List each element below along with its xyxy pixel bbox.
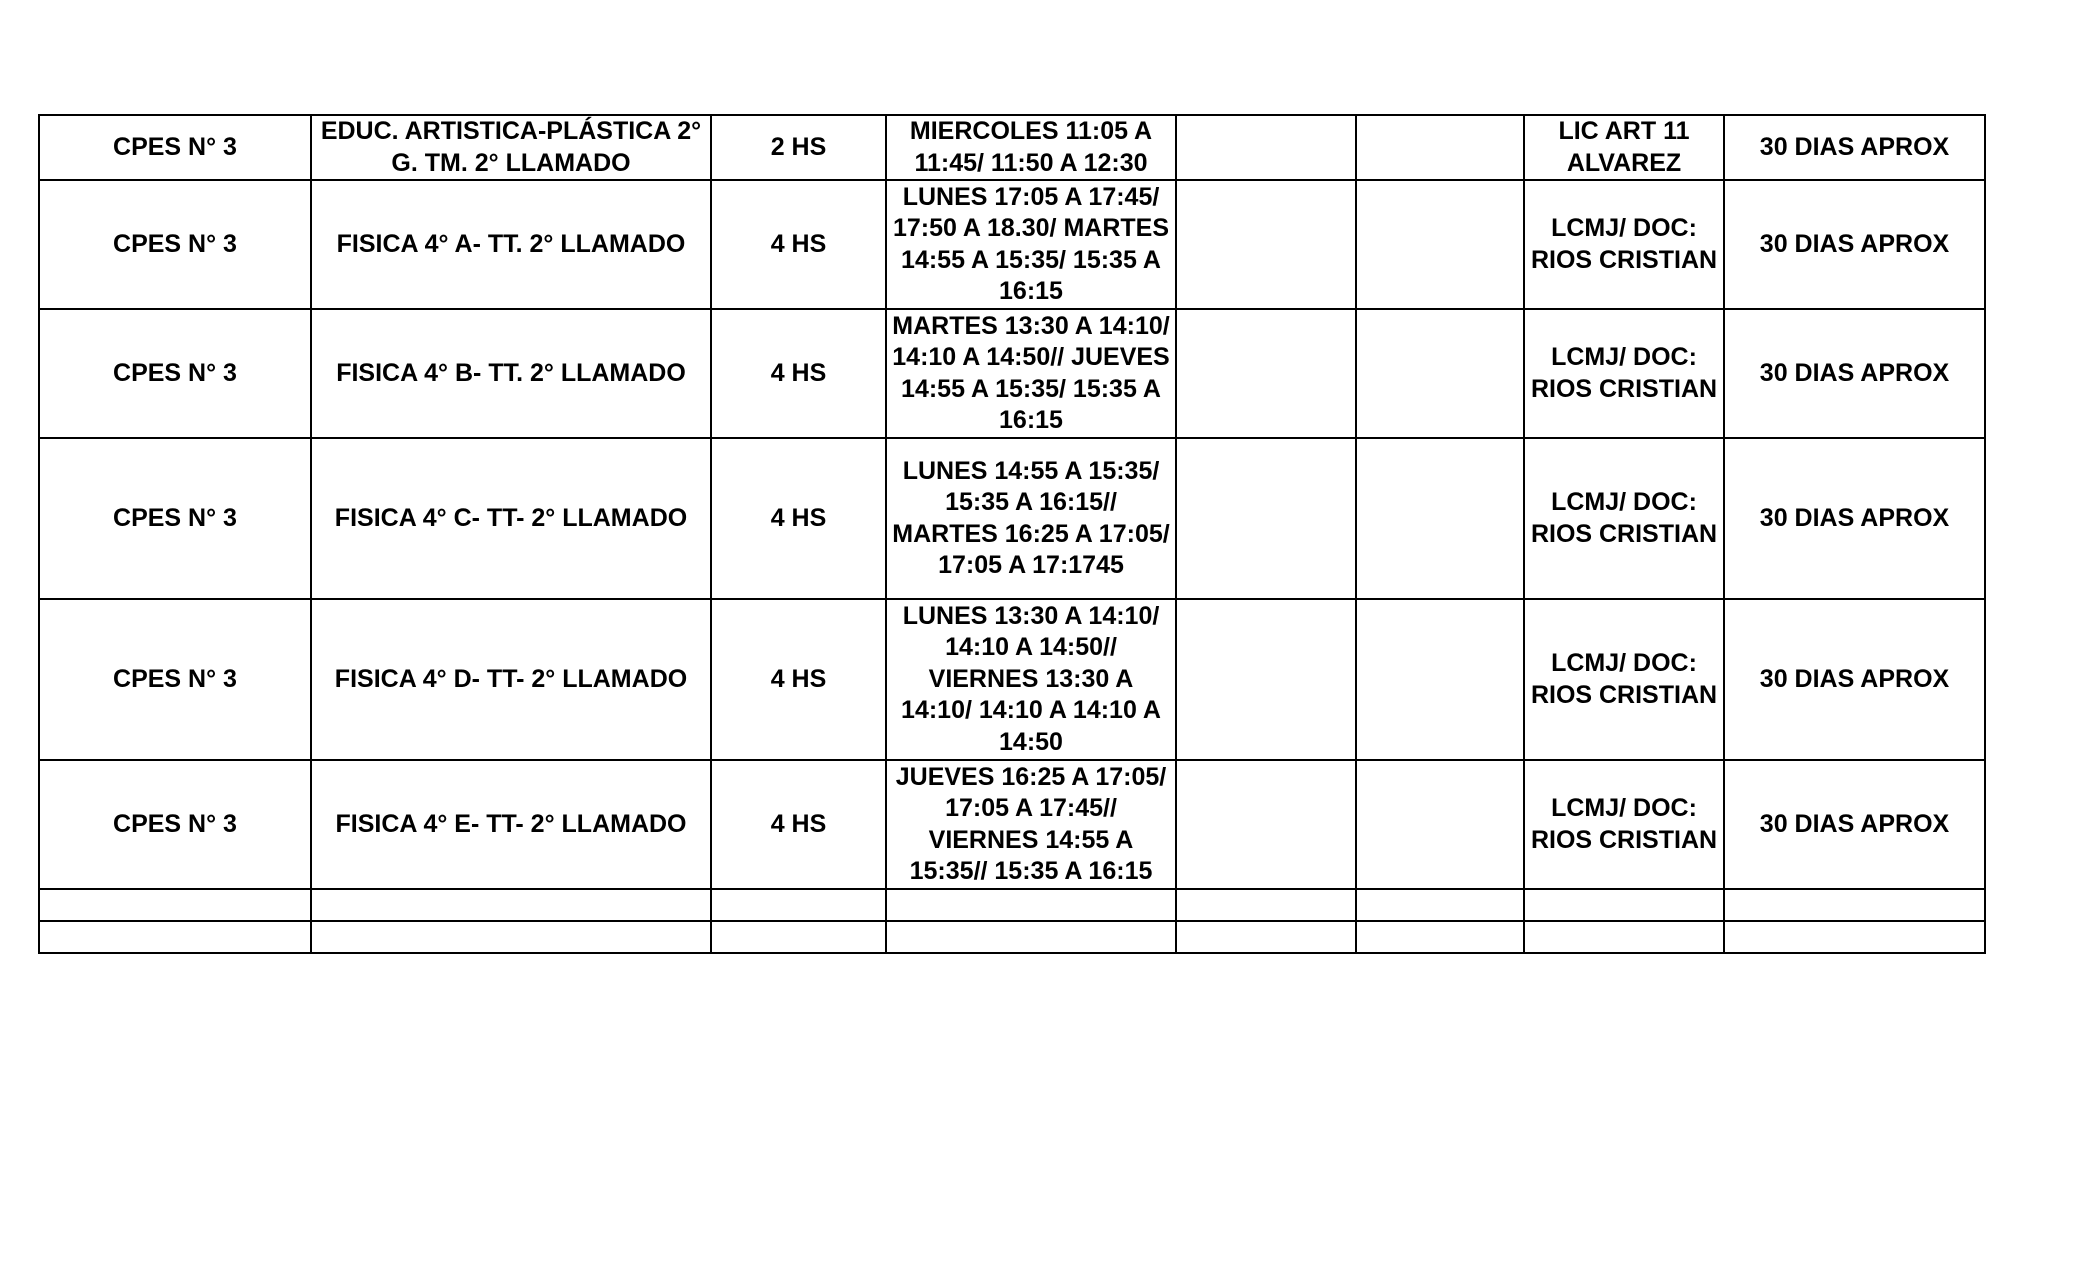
cell-motivo: LCMJ/ DOC: RIOS CRISTIAN xyxy=(1524,438,1724,599)
cell-empty xyxy=(1524,921,1724,953)
cell-empty xyxy=(1356,115,1524,180)
cell-empty xyxy=(711,889,886,921)
cell-motivo: LCMJ/ DOC: RIOS CRISTIAN xyxy=(1524,599,1724,760)
cell-horario: LUNES 14:55 A 15:35/ 15:35 A 16:15// MARTES 16:25 A 17:05/ 17:05 A 17:1745 xyxy=(886,438,1176,599)
cell-escuela: CPES N° 3 xyxy=(39,599,311,760)
cell-empty xyxy=(886,889,1176,921)
cell-empty xyxy=(886,921,1176,953)
cell-materia: EDUC. ARTISTICA-PLÁSTICA 2° G. TM. 2° LLAMADO xyxy=(311,115,711,180)
cell-motivo: LIC ART 11 ALVAREZ xyxy=(1524,115,1724,180)
cell-empty xyxy=(1176,889,1356,921)
cell-empty xyxy=(1356,599,1524,760)
cell-motivo: LCMJ/ DOC: RIOS CRISTIAN xyxy=(1524,309,1724,438)
table-row xyxy=(39,921,1985,953)
cell-horario: MARTES 13:30 A 14:10/ 14:10 A 14:50// JUEVES 14:55 A 15:35/ 15:35 A 16:15 xyxy=(886,309,1176,438)
table-row xyxy=(39,438,1985,599)
cell-empty xyxy=(1356,760,1524,889)
table-row xyxy=(39,889,1985,921)
cell-duracion: 30 DIAS APROX xyxy=(1724,438,1985,599)
cell-horas: 4 HS xyxy=(711,760,886,889)
cell-empty xyxy=(39,921,311,953)
cell-empty xyxy=(1356,921,1524,953)
table-row xyxy=(39,599,1985,760)
cell-horas: 2 HS xyxy=(711,115,886,180)
cell-horario: MIERCOLES 11:05 A 11:45/ 11:50 A 12:30 xyxy=(886,115,1176,180)
table-row xyxy=(39,760,1985,889)
cell-horario: LUNES 17:05 A 17:45/ 17:50 A 18.30/ MARTES 14:55 A 15:35/ 15:35 A 16:15 xyxy=(886,180,1176,309)
cell-empty xyxy=(711,921,886,953)
cell-empty xyxy=(1176,309,1356,438)
cell-empty xyxy=(1356,309,1524,438)
cell-horario: LUNES 13:30 A 14:10/ 14:10 A 14:50// VIERNES 13:30 A 14:10/ 14:10 A 14:10 A 14:50 xyxy=(886,599,1176,760)
cell-empty xyxy=(1176,115,1356,180)
cell-empty xyxy=(311,921,711,953)
cell-empty xyxy=(1176,438,1356,599)
cell-empty xyxy=(1724,921,1985,953)
cell-duracion: 30 DIAS APROX xyxy=(1724,599,1985,760)
cell-escuela: CPES N° 3 xyxy=(39,760,311,889)
cell-empty xyxy=(311,889,711,921)
cell-empty xyxy=(1524,889,1724,921)
cell-empty xyxy=(1176,760,1356,889)
cell-horas: 4 HS xyxy=(711,180,886,309)
cell-materia: FISICA 4° B- TT. 2° LLAMADO xyxy=(311,309,711,438)
cell-duracion: 30 DIAS APROX xyxy=(1724,180,1985,309)
cell-duracion: 30 DIAS APROX xyxy=(1724,309,1985,438)
cell-escuela: CPES N° 3 xyxy=(39,115,311,180)
cell-duracion: 30 DIAS APROX xyxy=(1724,115,1985,180)
cell-horas: 4 HS xyxy=(711,309,886,438)
cell-escuela: CPES N° 3 xyxy=(39,438,311,599)
cell-empty xyxy=(1724,889,1985,921)
cell-empty xyxy=(1176,921,1356,953)
cell-escuela: CPES N° 3 xyxy=(39,309,311,438)
cell-materia: FISICA 4° A- TT. 2° LLAMADO xyxy=(311,180,711,309)
cell-horario: JUEVES 16:25 A 17:05/ 17:05 A 17:45// VIERNES 14:55 A 15:35// 15:35 A 16:15 xyxy=(886,760,1176,889)
cell-empty xyxy=(1356,889,1524,921)
table-row xyxy=(39,115,1985,180)
cell-empty xyxy=(1356,180,1524,309)
cell-duracion: 30 DIAS APROX xyxy=(1724,760,1985,889)
cell-empty xyxy=(1176,180,1356,309)
cell-motivo: LCMJ/ DOC: RIOS CRISTIAN xyxy=(1524,180,1724,309)
table-row xyxy=(39,309,1985,438)
cell-materia: FISICA 4° E- TT- 2° LLAMADO xyxy=(311,760,711,889)
cell-empty xyxy=(1356,438,1524,599)
cell-materia: FISICA 4° D- TT- 2° LLAMADO xyxy=(311,599,711,760)
schedule-table xyxy=(38,114,1986,954)
cell-horas: 4 HS xyxy=(711,438,886,599)
cell-empty xyxy=(1176,599,1356,760)
table-row xyxy=(39,180,1985,309)
cell-motivo: LCMJ/ DOC: RIOS CRISTIAN xyxy=(1524,760,1724,889)
cell-empty xyxy=(39,889,311,921)
cell-escuela: CPES N° 3 xyxy=(39,180,311,309)
cell-materia: FISICA 4° C- TT- 2° LLAMADO xyxy=(311,438,711,599)
cell-horas: 4 HS xyxy=(711,599,886,760)
